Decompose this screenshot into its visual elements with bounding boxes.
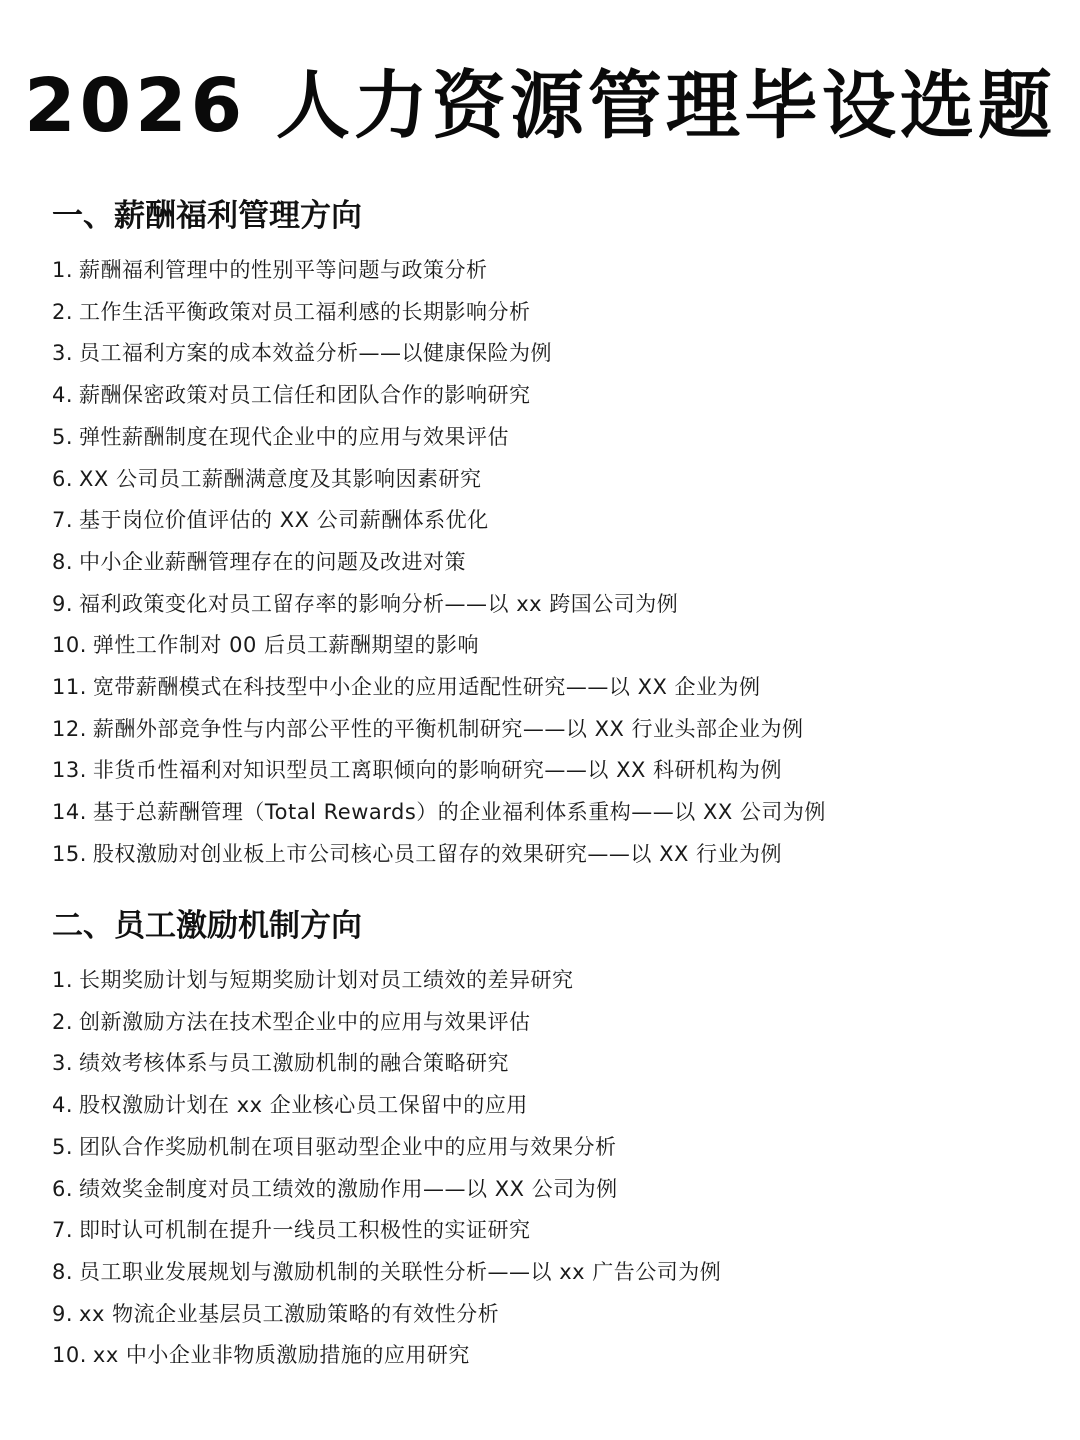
topic-item xyxy=(52,1252,1042,1294)
topic-number: 5. xyxy=(52,424,74,449)
topic-number: 7. xyxy=(52,1218,74,1243)
topic-number: 9. xyxy=(52,1301,74,1326)
topic-item xyxy=(52,1335,1042,1377)
topic-text: 基于总薪酬管理（Total Rewards）的企业福利体系重构——以 XX 公司为例 xyxy=(92,800,826,825)
topic-item xyxy=(52,1002,1042,1044)
topic-item xyxy=(52,333,1042,375)
topic-item xyxy=(52,1210,1042,1252)
topic-item xyxy=(52,667,1042,709)
topic-number: 8. xyxy=(52,1259,74,1284)
topic-item xyxy=(52,375,1042,417)
topic-item xyxy=(52,500,1042,542)
topic-text: 基于岗位价值评估的 XX 公司薪酬体系优化 xyxy=(79,508,489,533)
page-title: 2026 人力资源管理毕设选题 xyxy=(24,63,1056,149)
topic-item xyxy=(52,625,1042,667)
topic-text: 中小企业薪酬管理存在的问题及改进对策 xyxy=(79,549,467,574)
topic-number: 9. xyxy=(52,591,74,616)
topic-text: xx 物流企业基层员工激励策略的有效性分析 xyxy=(79,1301,500,1326)
topic-text: 即时认可机制在提升一线员工积极性的实证研究 xyxy=(79,1218,531,1243)
topic-item xyxy=(52,250,1042,292)
topic-text: 薪酬外部竞争性与内部公平性的平衡机制研究——以 XX 行业头部企业为例 xyxy=(92,716,804,741)
topic-item xyxy=(52,750,1042,792)
topic-text: 股权激励计划在 xx 企业核心员工保留中的应用 xyxy=(79,1093,528,1118)
topic-text: XX 公司员工薪酬满意度及其影响因素研究 xyxy=(79,466,482,491)
topic-text: 长期奖励计划与短期奖励计划对员工绩效的差异研究 xyxy=(79,968,574,992)
topic-item xyxy=(52,542,1042,584)
topic-list xyxy=(52,250,1042,876)
topic-text: 创新激励方法在技术型企业中的应用与效果评估 xyxy=(79,1009,531,1034)
topic-number: 5. xyxy=(52,1134,74,1159)
section-heading: 二、员工激励机制方向 xyxy=(52,908,362,944)
topic-number: 10. xyxy=(52,1343,87,1368)
topic-number: 3. xyxy=(52,341,74,366)
topic-item xyxy=(52,292,1042,334)
topic-text: 工作生活平衡政策对员工福利感的长期影响分析 xyxy=(79,299,531,324)
topic-item xyxy=(52,1294,1042,1336)
topic-item xyxy=(52,709,1042,751)
topic-item xyxy=(52,792,1042,834)
topic-list xyxy=(52,960,1042,1377)
topic-number: 4. xyxy=(52,1093,74,1118)
topic-item xyxy=(52,834,1042,876)
topic-item xyxy=(52,1127,1042,1169)
topic-number: 12. xyxy=(52,716,87,741)
topic-number: 11. xyxy=(52,675,87,700)
topic-text: 宽带薪酬模式在科技型中小企业的应用适配性研究——以 XX 企业为例 xyxy=(92,675,761,700)
section-compensation-benefits xyxy=(52,192,1042,876)
topic-item xyxy=(52,1169,1042,1211)
topic-text: 薪酬福利管理中的性别平等问题与政策分析 xyxy=(79,258,488,282)
topic-number: 3. xyxy=(52,1051,74,1076)
topic-text: 非货币性福利对知识型员工离职倾向的影响研究——以 XX 科研机构为例 xyxy=(92,758,783,783)
topic-number: 13. xyxy=(52,758,87,783)
topic-item xyxy=(52,1043,1042,1085)
topic-number: 2. xyxy=(52,299,74,324)
topic-text: 股权激励对创业板上市公司核心员工留存的效果研究——以 XX 行业为例 xyxy=(92,841,783,866)
topic-number: 7. xyxy=(52,508,74,533)
topic-number: 15. xyxy=(52,841,87,866)
topic-item xyxy=(52,960,1042,1002)
topic-text: 团队合作奖励机制在项目驱动型企业中的应用与效果分析 xyxy=(79,1134,617,1159)
topic-text: 绩效考核体系与员工激励机制的融合策略研究 xyxy=(79,1051,510,1076)
topic-text: 员工福利方案的成本效益分析——以健康保险为例 xyxy=(79,341,553,366)
topic-item xyxy=(52,1085,1042,1127)
topic-item xyxy=(52,417,1042,459)
topic-number: 1. xyxy=(52,258,74,282)
topic-number: 6. xyxy=(52,466,74,491)
topic-number: 1. xyxy=(52,968,74,992)
topic-text: 弹性工作制对 00 后员工薪酬期望的影响 xyxy=(92,633,479,658)
topic-text: 福利政策变化对员工留存率的影响分析——以 xx 跨国公司为例 xyxy=(79,591,679,616)
topic-number: 10. xyxy=(52,633,87,658)
topic-text: 薪酬保密政策对员工信任和团队合作的影响研究 xyxy=(79,383,531,408)
section-employee-incentives xyxy=(52,902,1042,1377)
topic-number: 8. xyxy=(52,549,74,574)
topic-number: 14. xyxy=(52,800,87,825)
topic-text: 弹性薪酬制度在现代企业中的应用与效果评估 xyxy=(79,424,510,449)
topic-number: 2. xyxy=(52,1009,74,1034)
topic-text: xx 中小企业非物质激励措施的应用研究 xyxy=(92,1343,470,1368)
topic-text: 绩效奖金制度对员工绩效的激励作用——以 XX 公司为例 xyxy=(79,1176,618,1201)
topic-item xyxy=(52,584,1042,626)
topic-number: 4. xyxy=(52,383,74,408)
section-heading: 一、薪酬福利管理方向 xyxy=(52,198,362,234)
topic-text: 员工职业发展规划与激励机制的关联性分析——以 xx 广告公司为例 xyxy=(79,1259,722,1284)
topic-item xyxy=(52,459,1042,501)
topic-number: 6. xyxy=(52,1176,74,1201)
